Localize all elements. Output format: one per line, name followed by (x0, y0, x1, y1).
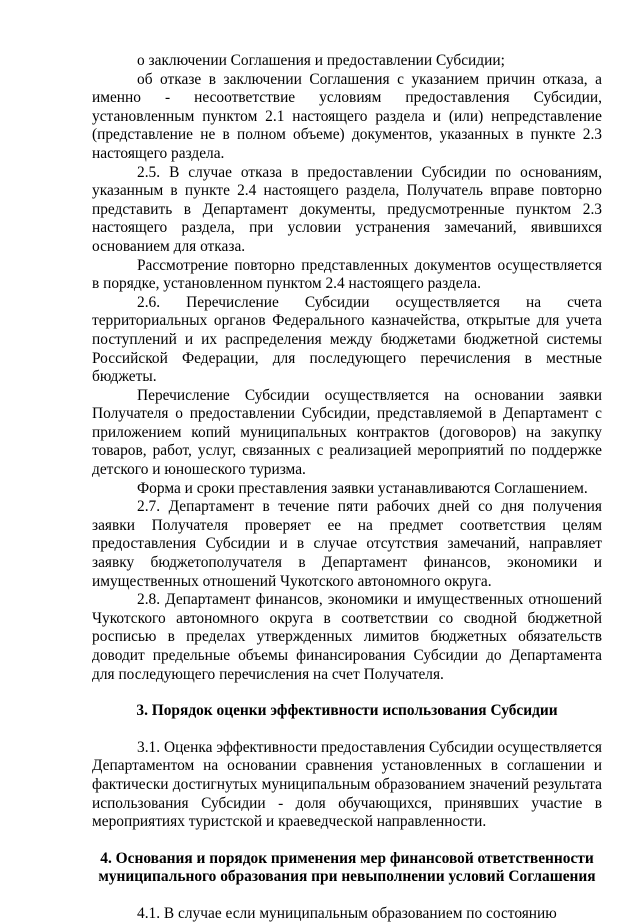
section-4-heading: 4. Основания и порядок применения мер финансовой ответственности муниципального образования при невыполнении условий Соглашения (98, 849, 596, 886)
section-3-heading: 3. Порядок оценки эффективности использования Субсидии (136, 702, 558, 720)
paragraph-transfer-basis: Перечисление Субсидии осуществляется на основании заявки Получателя о предоставлении Субсидии, представляемой в Департамент с приложением копий муниципальных контрактов (договоров) на закупку товаров, работ, услуг, связанных с реализацией мероприятий по поддержке детского и юношеского туризма. (92, 386, 602, 479)
paragraph-resubmission: Рассмотрение повторно представленных документов осуществляется в порядке, установленном пунктом 2.4 настоящего раздела. (92, 256, 602, 293)
paragraph-refusal: об отказе в заключении Соглашения с указанием причин отказа, а именно - несоответствие условиям предоставления Субсидии, установленным пунктом 2.1 настоящего раздела и (или) непредставление (представление не в полном объеме) документов, указанных в пункте 2.3 настоящего раздела. (92, 70, 602, 162)
paragraph-conclusion: о заключении Соглашения и предоставлении Субсидии; (137, 52, 505, 69)
paragraph-application-form: Форма и сроки преставления заявки устанавливаются Соглашением. (137, 479, 588, 497)
paragraph-2-7: 2.7. Департамент в течение пяти рабочих дней со дня получения заявки Получателя проверяет ее на предмет соответствия целям предоставления Субсидии и в случае отсутствия замечаний, направляет заявку бюджетополучателя в Департамент финансов, экономики и имущественных отношений Чукотского автономного округа. (92, 498, 602, 590)
paragraph-4-1: 4.1. В случае если муниципальным образованием по состоянию (137, 904, 557, 922)
paragraph-2-8: 2.8. Департамент финансов, экономики и имущественных отношений Чукотского автономного округа в соответствии со сводной бюджетной росписью в пределах утвержденных лимитов бюджетных обязательств доводит предельные объемы финансирования Субсидии до Департамента для последующего перечисления на счет Получателя. (92, 591, 602, 683)
paragraph-3-1: 3.1. Оценка эффективности предоставления Субсидии осуществляется Департаментом на основании сравнения установленных в соглашении и фактически достигнутых муниципальным образованием значений результата использования Субсидии - доля обучающихся, принявших участие в мероприятиях туристской и краеведческой направленности. (92, 738, 602, 831)
document-page (92, 52, 602, 924)
paragraph-2-5: 2.5. В случае отказа в предоставлении Субсидии по основаниям, указанным в пункте 2.4 настоящего раздела, Получатель вправе повторно представить в Департамент документы, предусмотренные пунктом 2.3 настоящего раздела, при условии устранения замечаний, явившихся основанием для отказа. (92, 163, 602, 255)
paragraph-2-6: 2.6. Перечисление Субсидии осуществляется на счета территориальных органов Федерального казначейства, открытые для учета поступлений и их распределения между бюджетами бюджетной системы Российской Федерации, для последующего перечисления в местные бюджеты. (92, 293, 602, 386)
